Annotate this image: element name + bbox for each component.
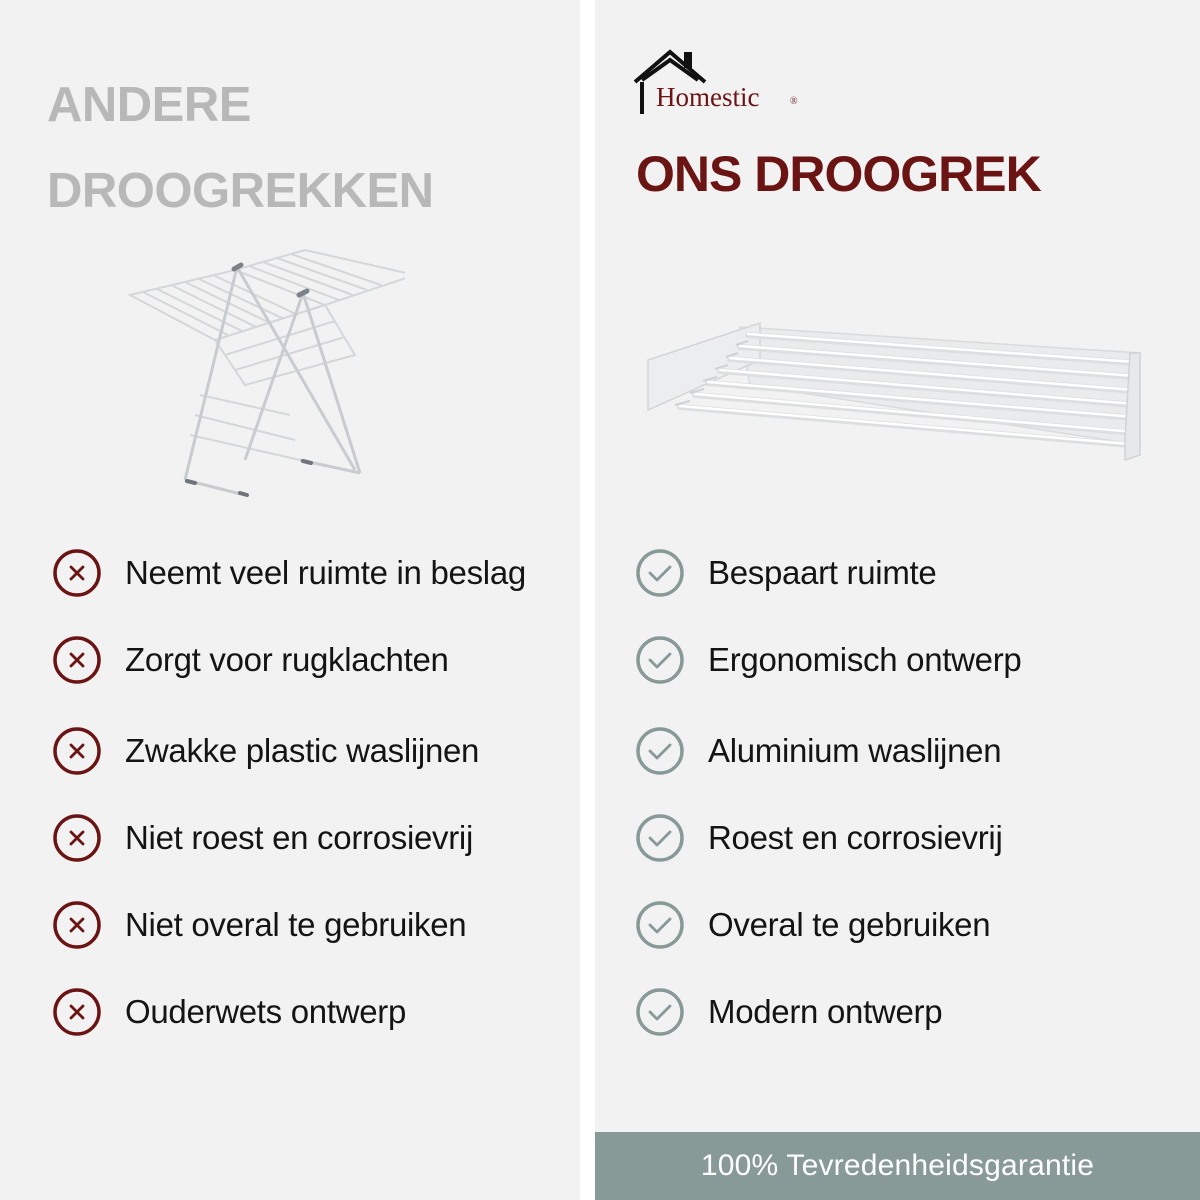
item-text: Aluminium waslijnen [708, 732, 1002, 769]
x-circle-icon [52, 635, 102, 685]
check-circle-icon [635, 726, 685, 776]
list-item [52, 813, 612, 863]
x-circle-icon [52, 726, 102, 776]
guarantee-banner [595, 1132, 1200, 1200]
item-text: Roest en corrosievrij [708, 819, 1003, 856]
list-item [635, 900, 1195, 950]
left-heading-line2: DROOGREKKEN [47, 164, 434, 218]
list-item [52, 987, 612, 1037]
logo-registered-mark: ® [790, 96, 798, 107]
check-circle-icon [635, 813, 685, 863]
list-item [52, 548, 612, 598]
item-text: Niet roest en corrosievrij [125, 819, 473, 856]
list-item [635, 813, 1195, 863]
item-text: Neemt veel ruimte in beslag [125, 554, 526, 591]
left-heading-line1: ANDERE [47, 78, 251, 132]
item-text: Bespaart ruimte [708, 554, 937, 591]
check-circle-icon [635, 635, 685, 685]
list-item [635, 635, 1195, 685]
list-item [52, 726, 612, 776]
check-circle-icon [635, 900, 685, 950]
item-text: Zorgt voor rugklachten [125, 641, 449, 678]
item-text: Niet overal te gebruiken [125, 906, 467, 943]
list-item [635, 987, 1195, 1037]
left-feature-list [52, 0, 592, 1200]
list-item [52, 900, 612, 950]
check-circle-icon [635, 548, 685, 598]
check-circle-icon [635, 987, 685, 1037]
item-text: Zwakke plastic waslijnen [125, 732, 480, 769]
item-text: Overal te gebruiken [708, 906, 991, 943]
item-text: Ouderwets ontwerp [125, 993, 407, 1030]
list-item [635, 548, 1195, 598]
item-text: Ergonomisch ontwerp [708, 641, 1022, 678]
list-item [635, 726, 1195, 776]
x-circle-icon [52, 900, 102, 950]
guarantee-text: 100% Tevredenheidsgarantie [700, 1149, 1095, 1182]
x-circle-icon [52, 813, 102, 863]
right-heading: ONS DROOGREK [636, 146, 1041, 202]
x-circle-icon [52, 987, 102, 1037]
item-text: Modern ontwerp [708, 993, 943, 1030]
x-circle-icon [52, 548, 102, 598]
right-feature-list [635, 0, 1195, 1130]
list-item [52, 635, 612, 685]
logo-text: Homestic [656, 82, 760, 112]
